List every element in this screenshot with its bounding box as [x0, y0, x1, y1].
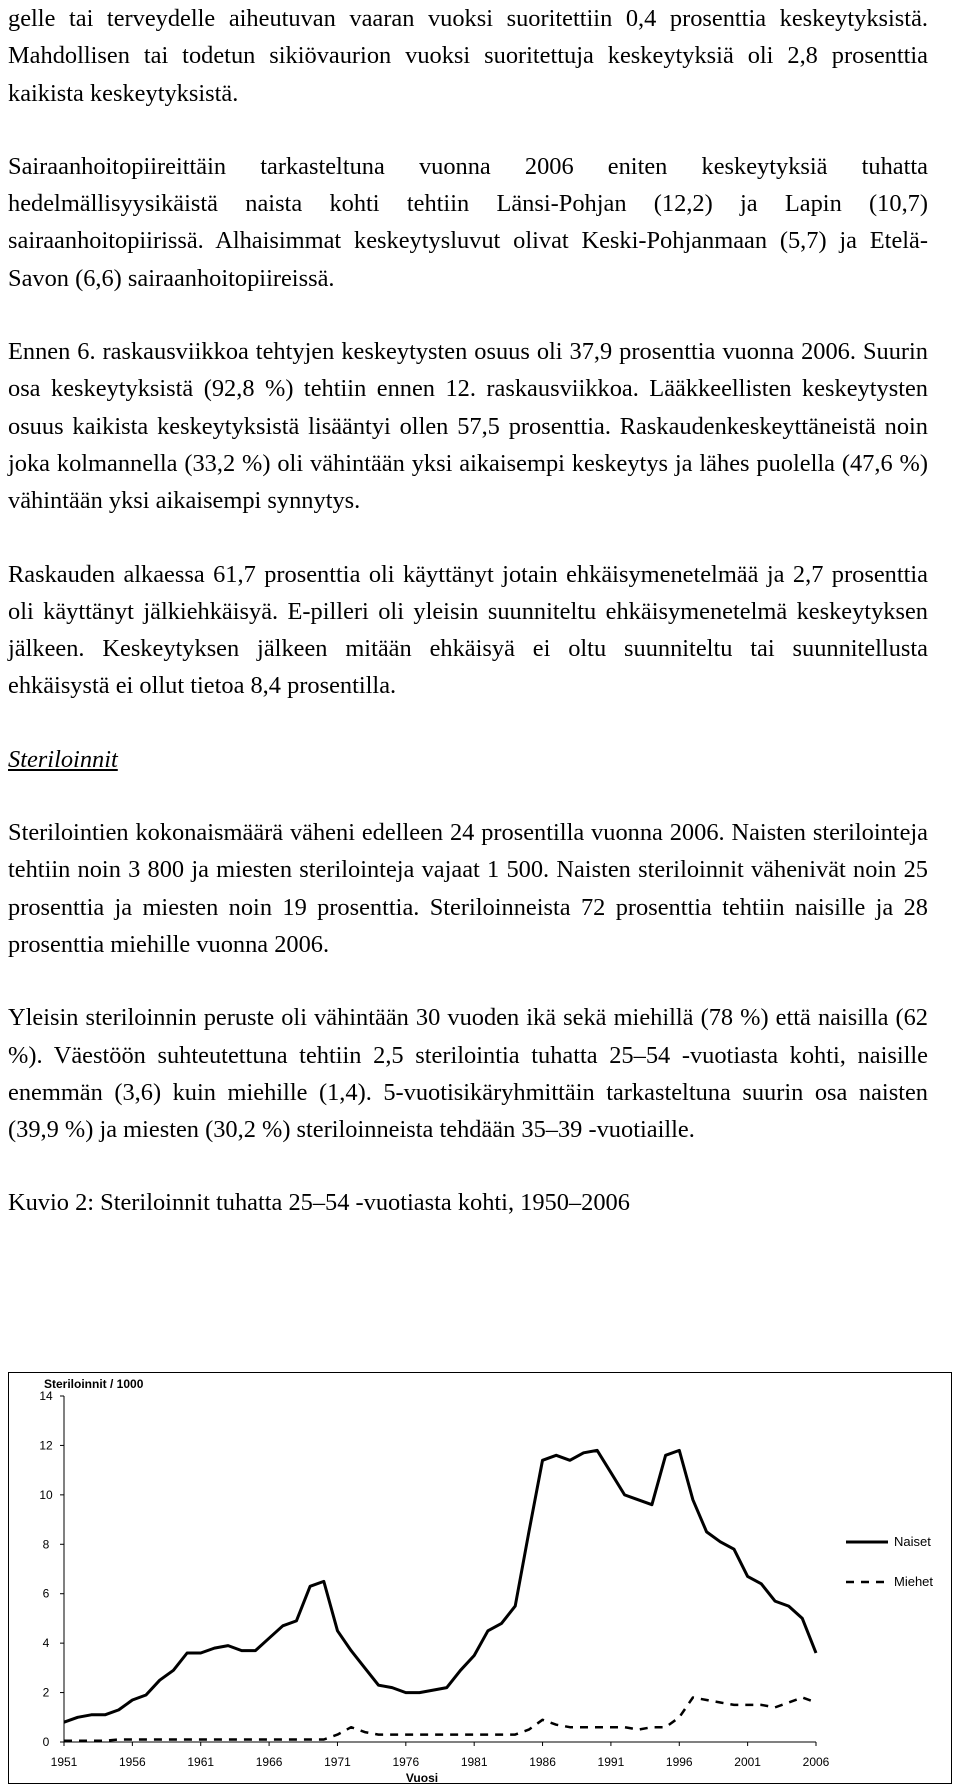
data-point-miehet — [528, 1729, 529, 1730]
data-point-miehet — [392, 1734, 393, 1735]
data-point-miehet — [720, 1702, 721, 1703]
data-point-miehet — [405, 1734, 406, 1735]
data-point-naiset — [638, 1499, 639, 1500]
chart-legend — [846, 1534, 933, 1589]
x-tick-label: 1961 — [187, 1755, 215, 1769]
data-point-miehet — [446, 1734, 447, 1735]
y-tick-label: 10 — [39, 1487, 53, 1502]
data-point-naiset — [556, 1455, 557, 1456]
data-point-miehet — [378, 1734, 379, 1735]
data-point-naiset — [583, 1452, 584, 1453]
data-point-miehet — [624, 1727, 625, 1728]
data-point-miehet — [310, 1739, 311, 1740]
data-point-naiset — [515, 1606, 516, 1607]
data-point-miehet — [583, 1727, 584, 1728]
data-point-miehet — [542, 1719, 543, 1720]
data-point-naiset — [446, 1687, 447, 1688]
y-tick-label: 12 — [39, 1438, 53, 1453]
data-point-naiset — [392, 1687, 393, 1688]
data-point-naiset — [679, 1450, 680, 1451]
data-point-miehet — [733, 1704, 734, 1705]
data-point-naiset — [569, 1460, 570, 1461]
data-point-naiset — [241, 1650, 242, 1651]
data-point-miehet — [501, 1734, 502, 1735]
data-point-miehet — [706, 1699, 707, 1700]
data-point-naiset — [774, 1601, 775, 1602]
data-point-naiset — [610, 1472, 611, 1473]
data-point-miehet — [569, 1727, 570, 1728]
y-axis-label: Steriloinnit / 1000 — [44, 1377, 144, 1391]
data-point-naiset — [351, 1650, 352, 1651]
data-point-miehet — [419, 1734, 420, 1735]
data-point-naiset — [269, 1638, 270, 1639]
data-point-naiset — [104, 1714, 105, 1715]
data-point-miehet — [187, 1739, 188, 1740]
data-point-naiset — [145, 1694, 146, 1695]
data-point-naiset — [487, 1630, 488, 1631]
data-point-naiset — [542, 1460, 543, 1461]
data-point-naiset — [528, 1531, 529, 1532]
x-tick-label: 1996 — [665, 1755, 693, 1769]
y-tick-label: 8 — [42, 1537, 50, 1552]
y-tick-label: 4 — [42, 1636, 50, 1651]
data-point-miehet — [145, 1739, 146, 1740]
data-point-naiset — [460, 1670, 461, 1671]
x-tick-label: 1991 — [597, 1755, 625, 1769]
data-point-miehet — [692, 1697, 693, 1698]
data-point-naiset — [228, 1645, 229, 1646]
data-point-naiset — [63, 1722, 64, 1723]
data-point-naiset — [337, 1630, 338, 1631]
data-point-miehet — [597, 1727, 598, 1728]
data-point-naiset — [665, 1455, 666, 1456]
data-point-naiset — [405, 1692, 406, 1693]
data-point-miehet — [815, 1702, 816, 1703]
data-point-naiset — [296, 1620, 297, 1621]
data-point-miehet — [132, 1739, 133, 1740]
data-point-miehet — [638, 1729, 639, 1730]
data-point-naiset — [255, 1650, 256, 1651]
chart-axes — [39, 1377, 829, 1784]
data-point-naiset — [761, 1583, 762, 1584]
data-point-miehet — [487, 1734, 488, 1735]
data-point-miehet — [774, 1707, 775, 1708]
data-point-naiset — [214, 1648, 215, 1649]
data-point-naiset — [200, 1652, 201, 1653]
data-point-naiset — [77, 1717, 78, 1718]
data-point-miehet — [679, 1717, 680, 1718]
x-tick-label: 1966 — [255, 1755, 283, 1769]
data-point-miehet — [200, 1739, 201, 1740]
data-point-naiset — [788, 1606, 789, 1607]
data-point-miehet — [269, 1739, 270, 1740]
data-point-miehet — [515, 1734, 516, 1735]
data-point-naiset — [433, 1690, 434, 1691]
data-point-miehet — [665, 1727, 666, 1728]
data-point-miehet — [104, 1740, 105, 1741]
data-point-miehet — [255, 1739, 256, 1740]
data-point-miehet — [323, 1739, 324, 1740]
data-point-miehet — [761, 1704, 762, 1705]
x-tick-label: 1981 — [460, 1755, 488, 1769]
y-tick-label: 14 — [39, 1389, 53, 1403]
data-point-miehet — [610, 1727, 611, 1728]
data-point-naiset — [747, 1576, 748, 1577]
paragraph-5: Sterilointien kokonaismäärä väheni edelleen 24 prosentilla vuonna 2006. Naisten sterilointeja tehtiin noin 3 800 ja miesten sterilointeja vajaat 1 500. Naisten steriloinnit vähenivät noin 25 prosenttia ja miesten noin 19 prosenttia. Steriloinneista 72 prosenttia tehtiin naisille ja 28 prosenttia miehille vuonna 2006. — [8, 819, 928, 958]
data-point-miehet — [337, 1734, 338, 1735]
paragraph-1: gelle tai terveydelle aiheutuvan vaaran vuoksi suoritettiin 0,4 prosenttia keskeytyksistä. Mahdollisen tai todetun sikiövaurion vuoksi suoritettuja keskeytyksiä oli 2,8 prosenttia kaikista keskeytyksistä. — [8, 5, 928, 107]
data-point-naiset — [501, 1623, 502, 1624]
data-point-naiset — [474, 1655, 475, 1656]
data-point-miehet — [214, 1739, 215, 1740]
data-point-miehet — [296, 1739, 297, 1740]
paragraph-3: Ennen 6. raskausviikkoa tehtyjen keskeytysten osuus oli 37,9 prosenttia vuonna 2006. Suurin osa keskeytyksistä (92,8 %) tehtiin ennen 12. raskausviikkoa. Lääkkeellisten keskeytysten osuus kaikista keskeytyksistä lisääntyi ollen 57,5 prosenttia. Raskaudenkeskeyttäneistä noin joka kolmannella (33,2 %) oli vähintään yksi aikaisempi keskeytys ja lähes puolella (47,6 %) vähintään yksi aikaisempi synnytys. — [8, 338, 928, 515]
paragraph-6: Yleisin steriloinnin peruste oli vähintään 30 vuoden ikä sekä miehillä (78 %) että naisilla (62 %). Väestöön suhteutettuna tehtiin 2,5 sterilointia tuhatta 25–54 -vuotiasta kohti, naisille enemmän (3,6) kuin miehille (1,4). 5-vuotisikäryhmittäin tarkasteltuna suurin osa naisten (39,9 %) ja miesten (30,2 %) steriloinneista tehdään 35–39 -vuotiaille. — [8, 1004, 928, 1144]
data-point-miehet — [241, 1739, 242, 1740]
data-point-naiset — [159, 1680, 160, 1681]
data-point-naiset — [310, 1586, 311, 1587]
x-tick-label: 1971 — [324, 1755, 351, 1769]
data-point-naiset — [378, 1685, 379, 1686]
data-point-miehet — [802, 1697, 803, 1698]
paragraph-4: Raskauden alkaessa 61,7 prosenttia oli käyttänyt jotain ehkäisymenetelmää ja 2,7 prosenttia oli käyttänyt jälkiehkäisyä. E-pilleri oli yleisin suunniteltu ehkäisymenetelmä keskeytyksen jälkeen. Keskeytyksen jälkeen mitään ehkäisyä ei oltu suunniteltu tai suunnitellusta ehkäisystä ei ollut tietoa 8,4 prosentilla. — [8, 560, 928, 700]
series-layer — [63, 1450, 816, 1742]
data-point-naiset — [624, 1494, 625, 1495]
x-tick-label: 2001 — [734, 1755, 761, 1769]
data-point-naiset — [364, 1667, 365, 1668]
data-point-naiset — [802, 1618, 803, 1619]
y-tick-label: 2 — [42, 1685, 50, 1700]
data-point-miehet — [91, 1740, 92, 1741]
data-point-naiset — [651, 1504, 652, 1505]
body-text — [8, 0, 928, 1222]
data-point-miehet — [228, 1739, 229, 1740]
data-point-miehet — [364, 1732, 365, 1733]
paragraph-2: Sairaanhoitopiireittäin tarkasteltuna vuonna 2006 eniten keskeytyksiä tuhatta hedelmällisyysikäistä naista kohti tehtiin Länsi-Pohjan (12,2) ja Lapin (10,7) sairaanhoitopiirissä. Alhaisimmat keskeytysluvut olivat Keski-Pohjanmaan (5,7) ja Etelä-Savon (6,6) sairaanhoitopiireissä. — [8, 152, 928, 292]
data-point-naiset — [173, 1670, 174, 1671]
data-point-miehet — [651, 1727, 652, 1728]
chart-border — [9, 1373, 952, 1784]
data-point-naiset — [733, 1549, 734, 1550]
x-tick-label: 1976 — [392, 1755, 420, 1769]
data-point-naiset — [91, 1714, 92, 1715]
data-point-miehet — [474, 1734, 475, 1735]
y-tick-label: 6 — [42, 1586, 50, 1601]
data-point-naiset — [323, 1581, 324, 1582]
line-chart — [8, 1372, 952, 1784]
data-point-miehet — [159, 1739, 160, 1740]
data-point-miehet — [747, 1704, 748, 1705]
data-point-naiset — [597, 1450, 598, 1451]
x-tick-label: 1956 — [119, 1755, 146, 1769]
data-point-miehet — [556, 1724, 557, 1725]
figure-caption: Kuvio 2: Steriloinnit tuhatta 25–54 -vuotiasta kohti, 1950–2006 — [8, 1189, 630, 1217]
data-point-naiset — [720, 1541, 721, 1542]
x-tick-label: 1986 — [529, 1755, 556, 1769]
series-line-miehet — [64, 1698, 816, 1741]
data-point-miehet — [63, 1740, 64, 1741]
data-point-naiset — [118, 1709, 119, 1710]
legend-label-miehet: Miehet — [894, 1574, 934, 1589]
data-point-miehet — [788, 1702, 789, 1703]
legend-label-naiset: Naiset — [894, 1534, 931, 1549]
data-point-naiset — [692, 1499, 693, 1500]
data-point-naiset — [282, 1625, 283, 1626]
section-heading: Steriloinnit — [8, 745, 118, 773]
data-point-miehet — [351, 1727, 352, 1728]
x-tick-label: 1951 — [50, 1755, 78, 1769]
x-axis-label: Vuosi — [405, 1771, 439, 1784]
data-point-miehet — [118, 1739, 119, 1740]
data-point-miehet — [460, 1734, 461, 1735]
chart-container — [8, 1372, 952, 1784]
data-point-naiset — [815, 1652, 816, 1653]
data-point-miehet — [77, 1740, 78, 1741]
data-point-naiset — [187, 1652, 188, 1653]
series-line-naiset — [64, 1450, 816, 1722]
data-point-naiset — [132, 1699, 133, 1700]
data-point-miehet — [282, 1739, 283, 1740]
y-tick-label: 0 — [42, 1735, 50, 1749]
data-point-miehet — [173, 1739, 174, 1740]
data-point-naiset — [419, 1692, 420, 1693]
data-point-naiset — [706, 1531, 707, 1532]
x-tick-label: 2006 — [802, 1755, 830, 1769]
data-point-miehet — [433, 1734, 434, 1735]
